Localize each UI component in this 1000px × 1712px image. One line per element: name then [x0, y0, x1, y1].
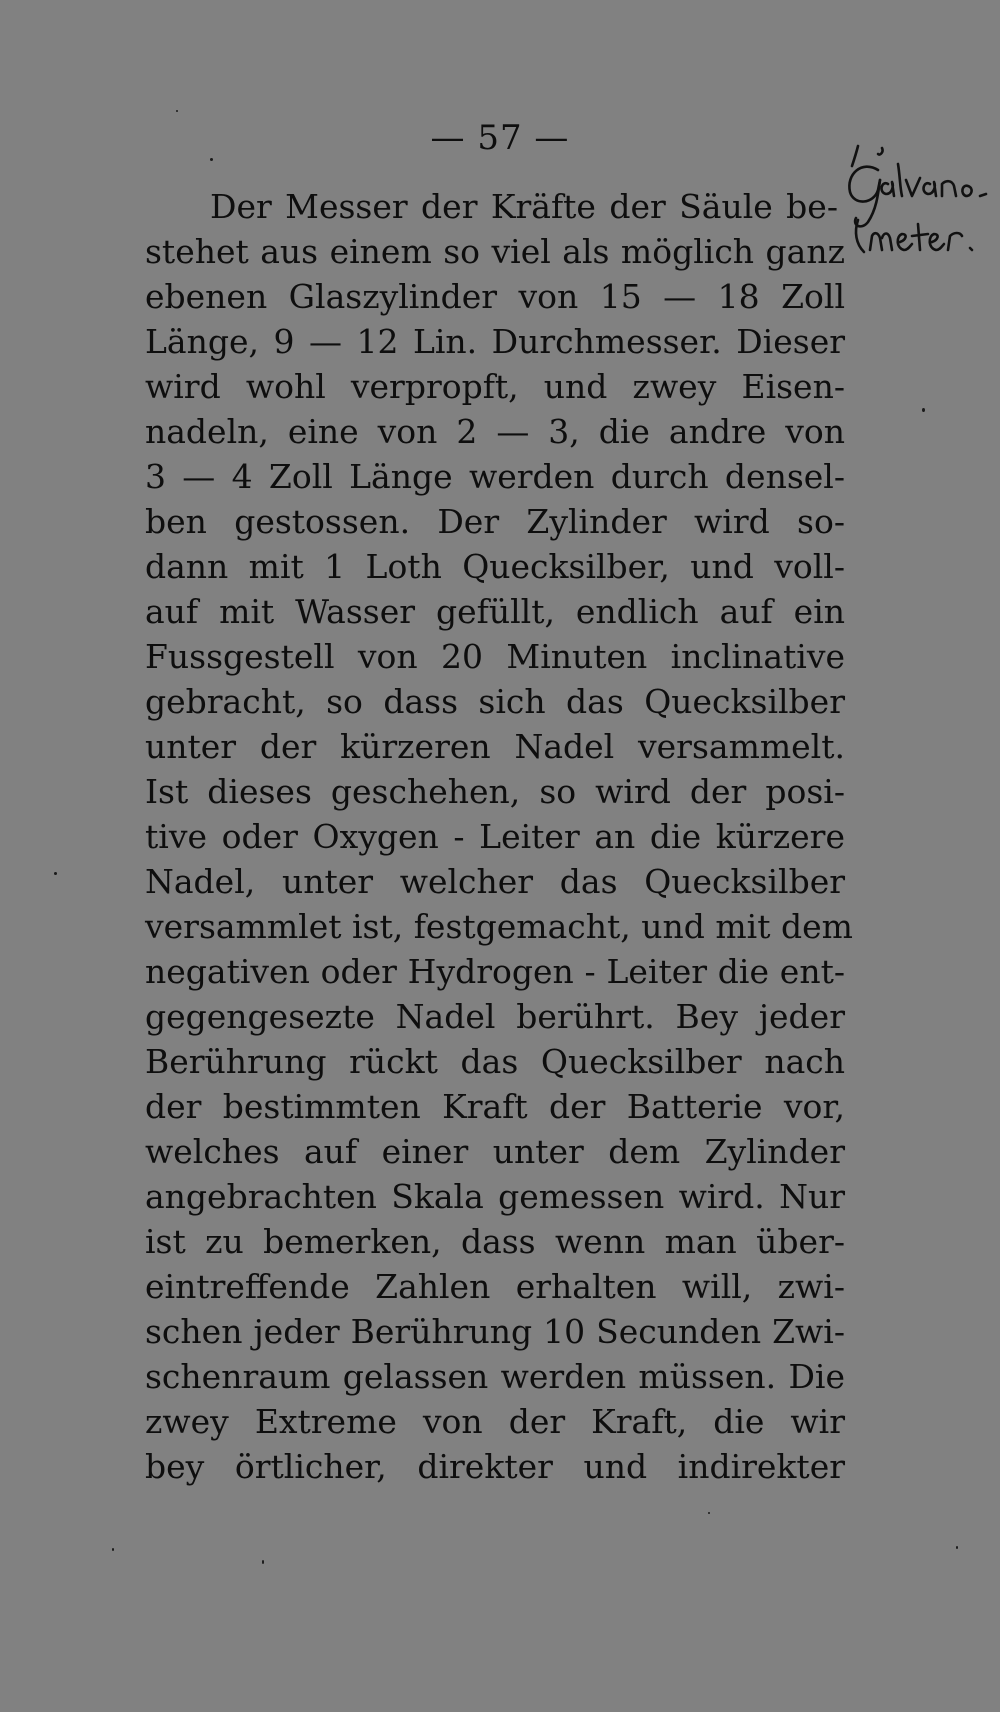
- scan-speck: [112, 1548, 114, 1551]
- text-line: Berührung rückt das Quecksilber nach: [145, 1042, 845, 1081]
- text-line: angebrachten Skala gemessen wird. Nur: [145, 1177, 845, 1216]
- scan-speck: [708, 1512, 710, 1514]
- text-line: schenraum gelassen werden müssen. Die: [145, 1357, 845, 1396]
- text-line: gegengesezte Nadel berührt. Bey jeder: [145, 997, 845, 1036]
- text-line: wird wohl verpropft, und zwey Eisen-: [145, 367, 845, 406]
- scan-speck: [956, 1546, 958, 1549]
- text-line: nadeln, eine von 2 — 3, die andre von: [145, 412, 845, 451]
- text-line: Länge, 9 — 12 Lin. Durchmesser. Dieser: [145, 322, 845, 361]
- text-line: ben gestossen. Der Zylinder wird so-: [145, 502, 845, 541]
- text-line: ist zu bemerken, dass wenn man über-: [145, 1222, 845, 1261]
- text-line: unter der kürzeren Nadel versammelt.: [145, 727, 845, 766]
- text-line: zwey Extreme von der Kraft, die wir: [145, 1402, 845, 1441]
- text-line: versammlet ist, festgemacht, und mit dem: [145, 907, 853, 946]
- text-line: Nadel, unter welcher das Quecksilber: [145, 862, 845, 901]
- text-line: auf mit Wasser gefüllt, endlich auf ein: [145, 592, 845, 631]
- scan-speck: [176, 110, 178, 112]
- text-line: eintreffende Zahlen erhalten will, zwi-: [145, 1267, 845, 1306]
- text-line: der bestimmten Kraft der Batterie vor,: [145, 1087, 845, 1126]
- text-line: Der Messer der Kräfte der Säule be-: [210, 187, 838, 226]
- text-line: 3 — 4 Zoll Länge werden durch densel-: [145, 457, 845, 496]
- scan-speck: [922, 408, 925, 412]
- text-line: dann mit 1 Loth Quecksilber, und voll-: [145, 547, 845, 586]
- text-line: bey örtlicher, direkter und indirekter: [145, 1447, 845, 1486]
- scan-speck: [262, 1560, 264, 1564]
- text-line: tive oder Oxygen - Leiter an die kürzere: [145, 817, 845, 856]
- page-number: — 57 —: [430, 118, 570, 158]
- scan-speck: [210, 158, 213, 161]
- text-line: ebenen Glaszylinder von 15 — 18 Zoll: [145, 277, 845, 316]
- text-line: negativen oder Hydrogen - Leiter die ent-: [145, 952, 845, 991]
- text-line: welches auf einer unter dem Zylinder: [145, 1132, 845, 1171]
- text-line: Fussgestell von 20 Minuten inclinative: [145, 637, 845, 676]
- text-line: schen jeder Berührung 10 Secunden Zwi-: [145, 1312, 845, 1351]
- scan-speck: [54, 872, 57, 875]
- text-line: gebracht, so dass sich das Quecksilber: [145, 682, 845, 721]
- text-line: stehet aus einem so viel als möglich ganz: [145, 232, 845, 271]
- text-line: Ist dieses geschehen, so wird der posi-: [145, 772, 845, 811]
